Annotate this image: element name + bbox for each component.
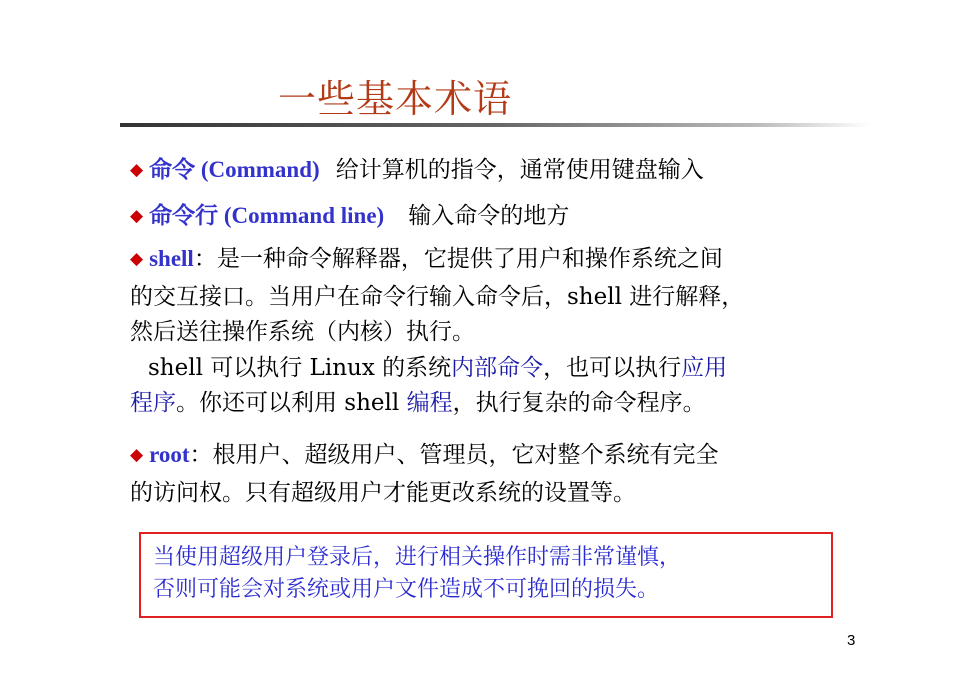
item-root-line1: [130, 441, 719, 471]
shell-desc-line4: [148, 354, 727, 382]
diamond-bullet-icon: ◆: [130, 206, 144, 226]
desc-command: 给计算机的指令，通常使用键盘输入: [335, 157, 704, 183]
link-programs[interactable]: 程序: [130, 390, 176, 416]
shell-desc-line5: [130, 389, 706, 417]
warning-box: [139, 532, 833, 618]
link-internal-commands[interactable]: 内部命令: [451, 355, 544, 381]
term-root: root: [149, 442, 190, 467]
shell-desc-line1: ：是一种命令解释器，它提供了用户和操作系统之间: [193, 246, 723, 272]
warning-line1: 当使用超级用户登录后，进行相关操作时需非常谨慎，: [153, 545, 682, 570]
shell-line5-mid: 。你还可以利用 shell: [176, 390, 407, 416]
diamond-bullet-icon: ◆: [130, 445, 144, 465]
shell-desc-line2: 的交互接口。当用户在命令行输入命令后，shell 进行解释，: [130, 284, 745, 310]
term-command: 命令 (Command): [149, 157, 320, 182]
item-command: [130, 156, 704, 186]
item-shell-line1: [130, 245, 723, 275]
shell-desc-line3: 然后送往操作系统（内核）执行。: [130, 319, 475, 345]
page-number: 3: [847, 632, 856, 649]
slide-title: 一些基本术语: [278, 77, 513, 121]
root-desc-line1: ：根用户、超级用户、管理员，它对整个系统有完全: [189, 442, 719, 468]
shell-line5-end: ，执行复杂的命令程序。: [452, 390, 706, 416]
shell-line4-text: shell 可以执行 Linux 的系统: [148, 355, 452, 381]
desc-command-line: 输入命令的地方: [408, 203, 570, 229]
diamond-bullet-icon: ◆: [130, 249, 144, 269]
item-command-line: [130, 202, 569, 232]
diamond-bullet-icon: ◆: [130, 160, 144, 180]
warning-line2: 否则可能会对系统或用户文件造成不可挽回的损失。: [153, 577, 660, 602]
title-underline: [120, 123, 870, 127]
term-shell: shell: [149, 246, 194, 271]
link-applications[interactable]: 应用: [681, 355, 728, 381]
shell-line4-mid: ，也可以执行: [543, 355, 682, 381]
term-command-line: 命令行 (Command line): [149, 203, 385, 228]
link-programming[interactable]: 编程: [406, 390, 453, 416]
root-desc-line2: 的访问权。只有超级用户才能更改系统的设置等。: [130, 480, 636, 506]
